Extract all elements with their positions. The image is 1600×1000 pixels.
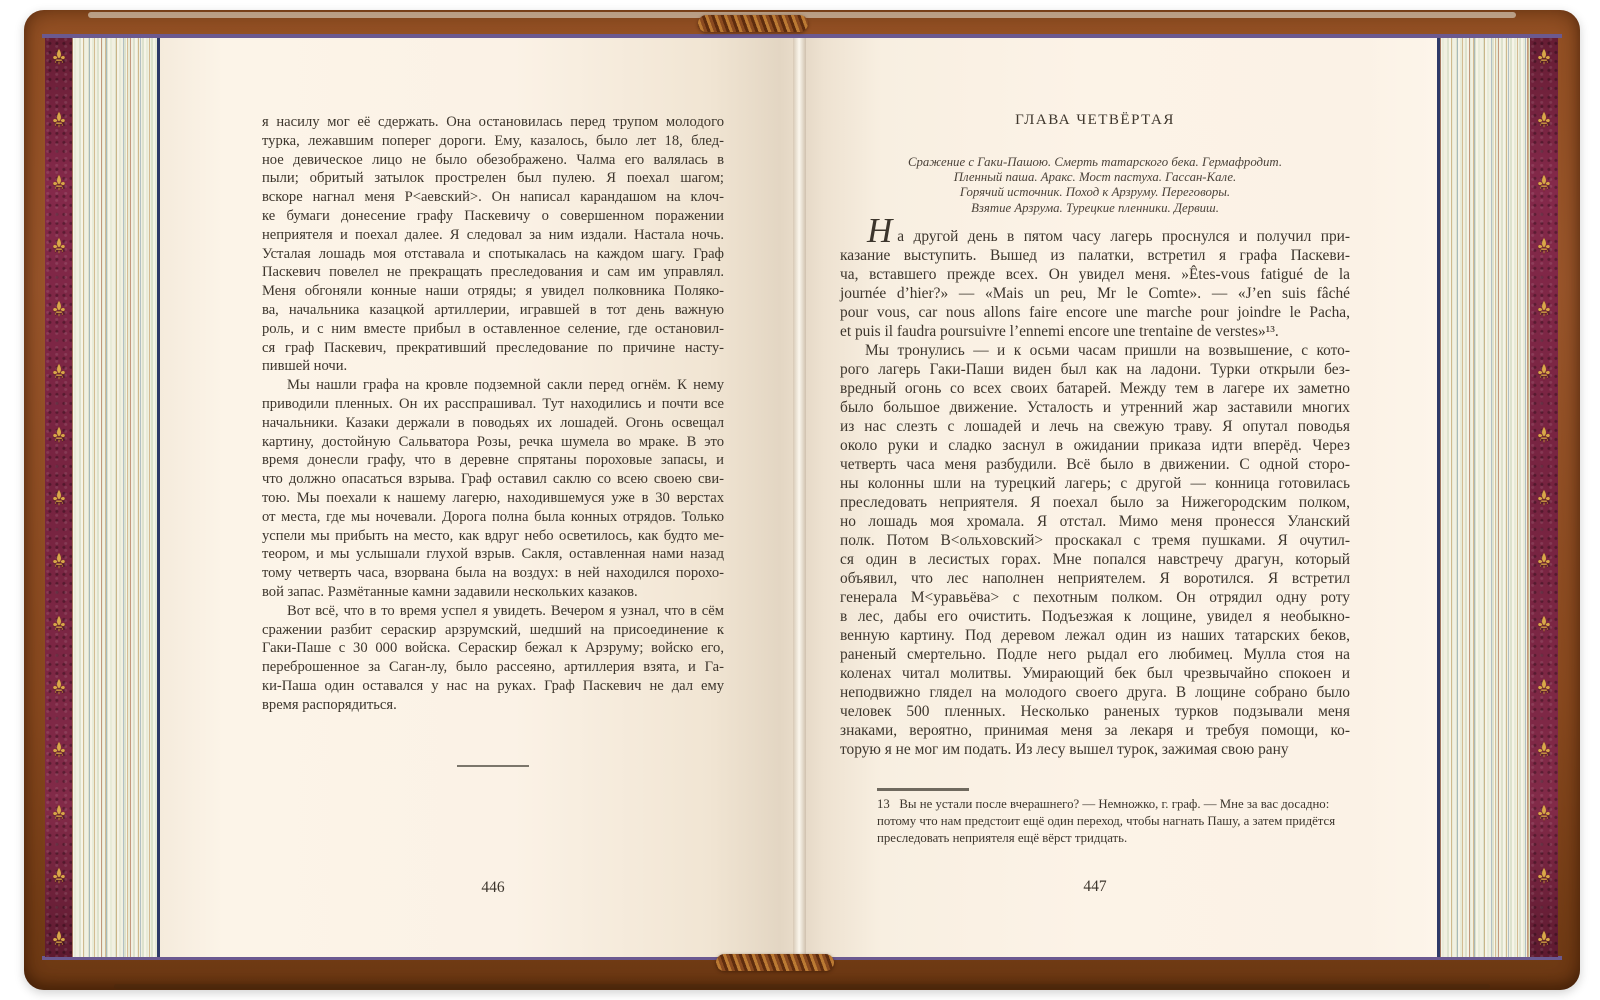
fleur-de-lis-icon bbox=[1537, 804, 1551, 822]
text-line: ны колонны шли на турецкий лагерь; с другой — конница готовилась bbox=[840, 475, 1350, 492]
subtitle-line: Пленный паша. Аракс. Мост пастуха. Гассан-Кале. bbox=[953, 170, 1237, 185]
text-line: Усталая лошадь моя отставала и спотыкалась на каждом шагу. Граф bbox=[262, 245, 724, 262]
fleur-de-lis-icon bbox=[52, 300, 66, 318]
text-line: начальники. Казаки держали в поводьях их лошадей. Огонь освещал bbox=[262, 414, 724, 431]
fleur-de-lis-icon bbox=[52, 867, 66, 885]
text-line: тому четверть часа, взорвана была на воздух: в ней находился порохо- bbox=[262, 565, 724, 582]
book-gutter-seam bbox=[793, 38, 806, 957]
footnote bbox=[877, 796, 1336, 847]
page-number-left: 446 bbox=[481, 879, 505, 896]
fleur-de-lis-icon bbox=[1537, 426, 1551, 444]
fleur-de-lis-icon bbox=[1537, 552, 1551, 570]
fleur-de-lis-icon bbox=[1537, 678, 1551, 696]
fleur-de-lis-icon bbox=[52, 174, 66, 192]
text-line: успели мы прибыть на место, как вдруг небо осветилось, как будто ме- bbox=[262, 527, 724, 544]
text-line: ке бумаги донесение графу Паскевичу о совершенном поражении bbox=[262, 207, 724, 224]
text-line: ва, начальника казацкой артиллерии, игравшей в тот день важную bbox=[262, 301, 724, 318]
left-page-body bbox=[262, 113, 724, 715]
fleur-de-lis-icon bbox=[1537, 363, 1551, 381]
text-line: journée d’hier?» — «Mais un peu, Mr le Comte». — «J’en suis fâché bbox=[840, 285, 1350, 302]
chapter-title: ГЛАВА ЧЕТВЁРТАЯ bbox=[1015, 112, 1175, 128]
fleur-de-lis-icon bbox=[52, 615, 66, 633]
text-line: Паскевич повелел не прекращать преследования и сам им управлял. bbox=[262, 264, 724, 281]
text-line: ки-Паша один оставался у нас на руках. Граф Паскевич не дал ему bbox=[262, 677, 724, 694]
text-line: но лошадь моя хромала. Я отстал. Мимо меня пронесся Уланский bbox=[840, 513, 1350, 530]
text-line: было большое движение. Усталость и утренний жар заставили многих bbox=[840, 399, 1350, 416]
text-line: объявил, что лес наполнен неприятелем. Я воротился. Я встретил bbox=[840, 570, 1350, 587]
fleur-de-lis-icon bbox=[52, 552, 66, 570]
fleur-de-lis-icon bbox=[52, 111, 66, 129]
text-line: генерала М<уравьёва> с пехотным полком. Он отрядил одну роту bbox=[840, 589, 1350, 606]
text-line: четверть часа меня разбудили. Всё было в движении. С одной сторо- bbox=[840, 456, 1350, 473]
text-line: около руки и сладко заснул в ожидании приказа идти вперёд. Через bbox=[840, 437, 1350, 454]
text-line: картину, достойную Сальватора Розы, речка шумела во мраке. В это bbox=[262, 433, 724, 450]
right-binding-panel bbox=[1530, 38, 1558, 957]
fleur-de-lis-icon bbox=[1537, 489, 1551, 507]
text-line: переброшенное за Саган-лу, было рассеяно, артиллерия взята, и Га- bbox=[262, 659, 724, 676]
text-line: рого лагерь Гаки-Паши виден был как на ладони. Турки открыли без- bbox=[840, 361, 1350, 378]
text-line: Мы тронулись — и к осьми часам пришли на возвышение, с кото- bbox=[865, 342, 1350, 359]
fleur-de-lis-icon bbox=[52, 237, 66, 255]
fleur-de-lis-icon bbox=[52, 48, 66, 66]
text-line: торую я не мог им подать. Из лесу вышел турок, зажимая свою рану bbox=[840, 741, 1289, 758]
text-line: пившей ночи. bbox=[262, 358, 348, 375]
right-page-edge-line bbox=[1437, 38, 1440, 957]
text-line: время распорядиться. bbox=[262, 696, 397, 713]
text-line: пыли; обритый затылок прострелен был пулею. Я поехал шагом; bbox=[262, 170, 724, 187]
drop-cap: Н bbox=[867, 211, 893, 250]
text-line: Гаки-Паше с 30 000 войска. Сераскир бежал к Арзруму; войско его, bbox=[262, 640, 724, 657]
text-line: знаками, вероятно, принимая меня за лекаря и требуя помощи, ко- bbox=[840, 722, 1350, 739]
subtitle-line: Взятие Арзрума. Турецкие пленники. Дервиш. bbox=[971, 200, 1219, 215]
text-line: теором, и мы услышали глухой взрыв. Сакля, оставленная нами назад bbox=[262, 546, 724, 563]
text-line: вредный огонь со всех своих батарей. Между тем в лагере их заметно bbox=[840, 380, 1350, 397]
text-line: тою. Мы поехали к нашему лагерю, находившемуся уже в 30 верстах bbox=[262, 489, 724, 506]
subtitle-line: Горячий источник. Поход к Арзруму. Переговоры. bbox=[959, 185, 1231, 200]
fleur-de-lis-icon bbox=[52, 363, 66, 381]
footnote-line: 13 Вы не устали после вчерашнего? — Немножко, г. граф. — Мне за вас досадно: bbox=[877, 797, 1330, 811]
text-line: сражении разбит сераскир арзрумский, шедший на присоединение к bbox=[262, 621, 724, 638]
headband-bottom-icon bbox=[716, 954, 834, 971]
text-line: от места, где мы ночевали. Дорога полна была конных отрядов. Только bbox=[262, 508, 724, 525]
section-separator-line bbox=[457, 765, 529, 767]
text-line: ся граф Паскевич, прекративший преследование по причине насту- bbox=[262, 339, 724, 356]
fleur-de-lis-icon bbox=[52, 678, 66, 696]
text-line: Меня обгоняли конные наши отряды; я увидел полковника Поляко- bbox=[262, 283, 724, 300]
text-line: казание выступить. Вышед из палатки, встретил я графа Паскеви- bbox=[840, 247, 1350, 264]
fleur-de-lis-icon bbox=[52, 489, 66, 507]
text-line: что должно опасаться взрыва. Граф оставил саклю со всею своею сви- bbox=[262, 471, 724, 488]
fleur-de-lis-icon bbox=[1537, 615, 1551, 633]
chapter-subtitle bbox=[840, 155, 1350, 216]
text-line: венную картину. Под деревом лежал один из наших татарских беков, bbox=[840, 627, 1350, 644]
fleur-de-lis-icon bbox=[1537, 48, 1551, 66]
fleur-de-lis-icon bbox=[1537, 174, 1551, 192]
page-number-right: 447 bbox=[1083, 878, 1107, 895]
left-page-edges[interactable] bbox=[72, 38, 157, 957]
fleur-de-lis-icon bbox=[52, 804, 66, 822]
right-page-edges[interactable] bbox=[1440, 38, 1530, 957]
right-page-body bbox=[840, 211, 1350, 759]
text-line: из нас слезть с лошадей и лечь на свежую траву. Я опутал поводья bbox=[840, 418, 1350, 435]
text-line: человек 500 пленных. Несколько раненых турков подзывали меня bbox=[840, 703, 1350, 720]
fleur-de-lis-icon bbox=[1537, 867, 1551, 885]
text-line: et puis il faudra poursuivre l’ennemi encore une trentaine de verstes»¹³. bbox=[840, 323, 1279, 340]
text-line: Вот всё, что в то время успел я увидеть. Вечером я узнал, что в сём bbox=[287, 602, 724, 619]
fleur-de-lis-icon bbox=[52, 426, 66, 444]
text-line: Мы нашли графа на кровле подземной сакли перед огнём. К нему bbox=[287, 377, 724, 394]
text-line: pour vous, car nous allons faire encore une marche pour joindre le Pacha, bbox=[840, 304, 1350, 321]
left-binding-panel bbox=[45, 38, 72, 957]
fleur-de-lis-icon bbox=[1537, 237, 1551, 255]
fleur-de-lis-icon bbox=[1537, 741, 1551, 759]
text-line: раненый смертельно. Подле него рыдал его любимец. Мулла стоя на bbox=[840, 646, 1350, 663]
fleur-de-lis-icon bbox=[52, 930, 66, 948]
fleur-de-lis-icon bbox=[1537, 300, 1551, 318]
text-line: коленах читал молитвы. Умирающий бек был чрезвычайно спокоен и bbox=[840, 665, 1350, 682]
fleur-de-lis-icon bbox=[1537, 111, 1551, 129]
text-line: ча, вставшего прежде всех. Он увидел меня. »Êtes-vous fatigué de la bbox=[840, 266, 1350, 283]
text-line: турка, лежавшим поперег дороги. Ему, казалось, было лет 18, блед- bbox=[262, 132, 724, 149]
fleur-de-lis-icon bbox=[52, 741, 66, 759]
footnote-separator-line bbox=[877, 788, 969, 791]
fleur-de-lis-icon bbox=[1537, 930, 1551, 948]
text-line: ся один в лесистых горах. Мне попался навстречу драгун, который bbox=[840, 551, 1350, 568]
text-line: в лес, дабы его очистить. Подъезжая к лощине, увидел я необыкно- bbox=[840, 608, 1350, 625]
text-line: время донесли графу, что в деревне спрятаны пороховые запасы, и bbox=[262, 452, 724, 469]
footnote-line: преследовать неприятеля ещё вёрст тридцать. bbox=[877, 831, 1128, 845]
text-line: полк. Потом В<ольховский> проскакал с тремя пушками. Я очутил- bbox=[840, 532, 1350, 549]
text-line: неприятеля и поехал далее. Я следовал за ним издали. Настала ночь. bbox=[262, 226, 724, 243]
headband-top-icon bbox=[698, 15, 808, 32]
text-line: ное девическое лицо не было обезображено. Чалма его валялась в bbox=[262, 151, 724, 168]
text-line: приводили пленных. Он их расспрашивал. Тут находились и почти все bbox=[262, 395, 724, 412]
text-line: На другой день в пятом часу лагерь проснулся и получил при- bbox=[867, 211, 1350, 250]
footnote-line: потому что нам предстоит ещё один переход, чтобы нагнать Пашу, а затем придётся bbox=[877, 814, 1336, 828]
text-line: вскоре нагнал меня Р<аевский>. Он написал карандашом на клоч- bbox=[262, 189, 724, 206]
text-line: вой запас. Размётанные камни задавили нескольких казаков. bbox=[262, 583, 638, 600]
text-line: я насилу мог её сдержать. Она остановилась перед трупом молодого bbox=[262, 114, 724, 130]
subtitle-line: Сражение с Гаки-Пашою. Смерть татарского бека. Гермафродит. bbox=[907, 155, 1283, 169]
text-line: неподвижно глядел на молодого своего друга. В лощине собрано было bbox=[840, 684, 1350, 701]
text-line: преследовать неприятеля. Я поехал было за Нижегородским полком, bbox=[840, 494, 1350, 511]
text-line: роль, и с ним вместе прибыл в оставленное селение, где остановил- bbox=[262, 320, 724, 337]
